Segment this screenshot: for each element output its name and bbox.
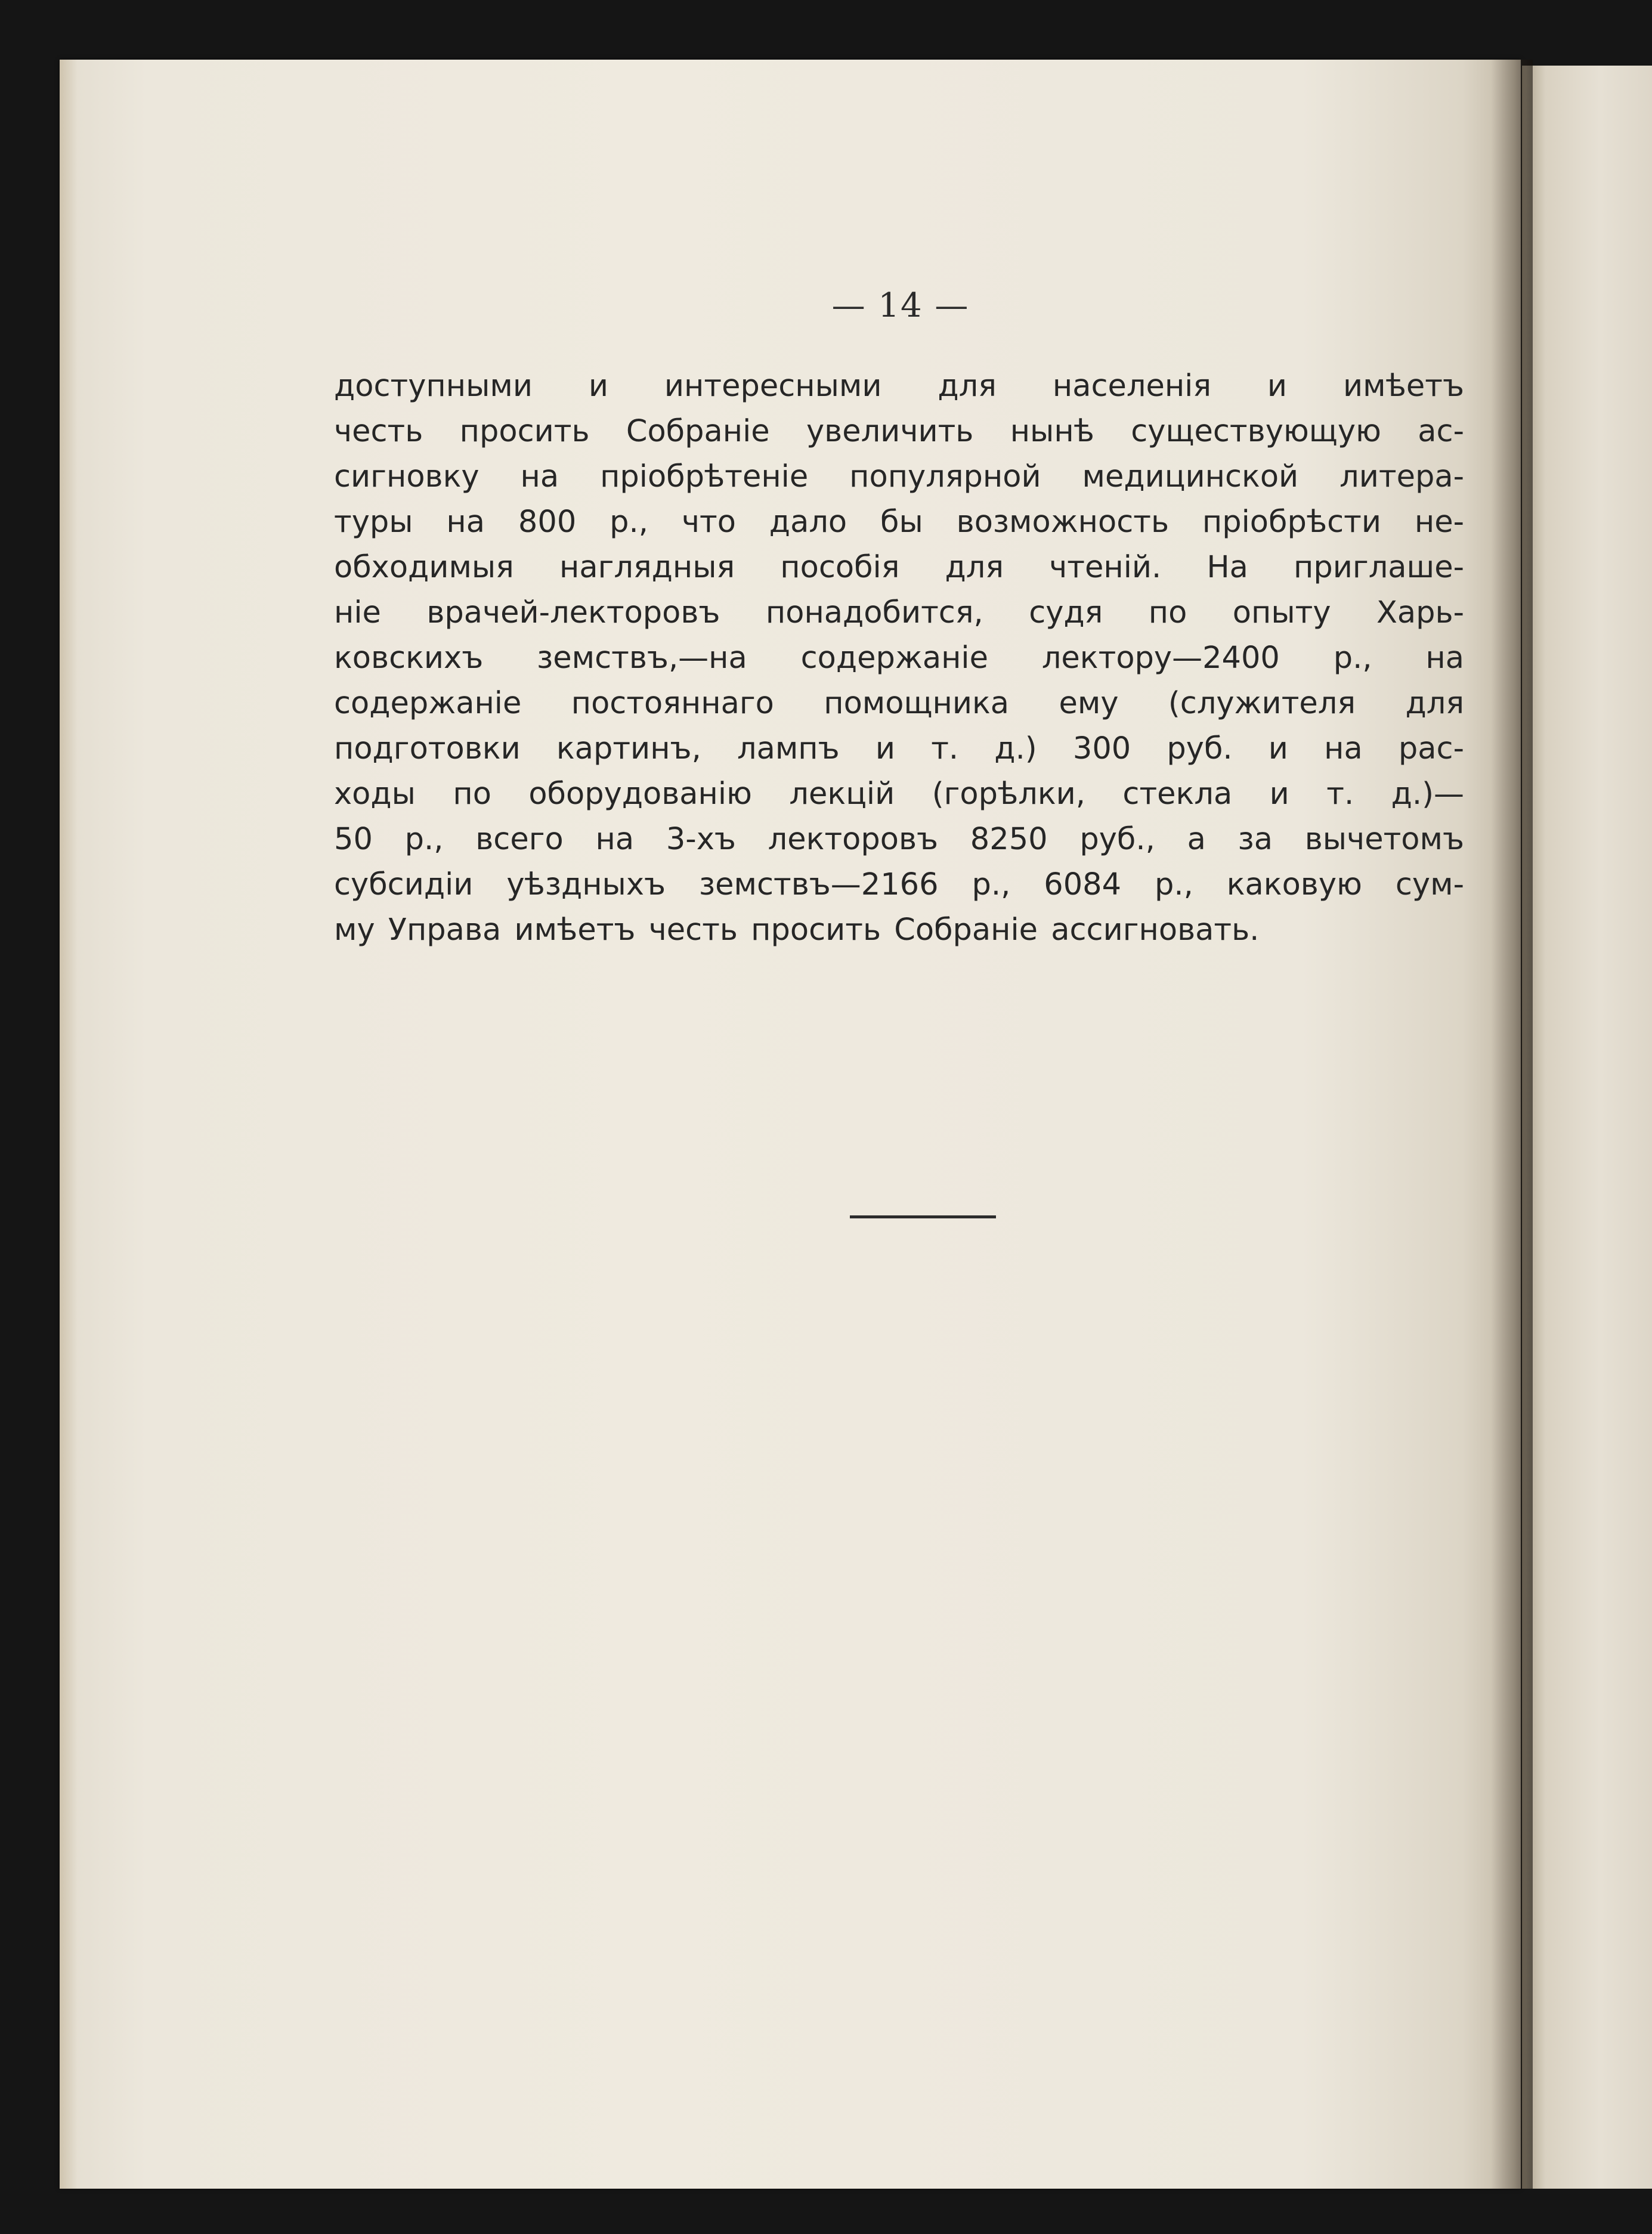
text-line: ходы по оборудованію лекцій (горѣлки, стекла и т. д.)— — [334, 776, 1464, 812]
page-edge-shadow — [60, 60, 78, 2189]
page-number: — 14 — — [831, 286, 970, 325]
text-line: сигновку на пріобрѣтеніе популярной медицинской литера- — [334, 459, 1464, 494]
body-text — [334, 364, 1464, 953]
text-line: доступными и интересными для населенія и имѣетъ — [334, 369, 1464, 404]
text-line: субсидіи уѣздныхъ земствъ—2166 р., 6084 р., каковую сум- — [334, 867, 1464, 902]
text-line: содержаніе постояннаго помощника ему (служителя для — [334, 686, 1464, 721]
book-gutter-shadow — [1491, 60, 1533, 2189]
text-line: туры на 800 р., что дало бы возможность пріобрѣсти не- — [334, 505, 1464, 540]
text-line: честь просить Собраніе увеличить нынѣ существующую ас- — [334, 414, 1464, 449]
text-line: 50 р., всего на 3-хъ лекторовъ 8250 руб., а за вычетомъ — [334, 822, 1464, 857]
text-line: подготовки картинъ, лампъ и т. д.) 300 руб. и на рас- — [334, 731, 1464, 766]
text-line-final: му Управа имѣетъ честь просить Собраніе ассигновать. — [334, 912, 1260, 948]
text-line: ковскихъ земствъ,—на содержаніе лектору—2400 р., на — [334, 641, 1464, 676]
text-line: обходимыя наглядныя пособія для чтеній. На приглаше- — [334, 550, 1464, 585]
adjacent-page-edge — [1522, 66, 1652, 2189]
text-line: ніе врачей-лекторовъ понадобится, судя по опыту Харь- — [334, 595, 1464, 630]
section-divider-rule — [850, 1215, 996, 1218]
